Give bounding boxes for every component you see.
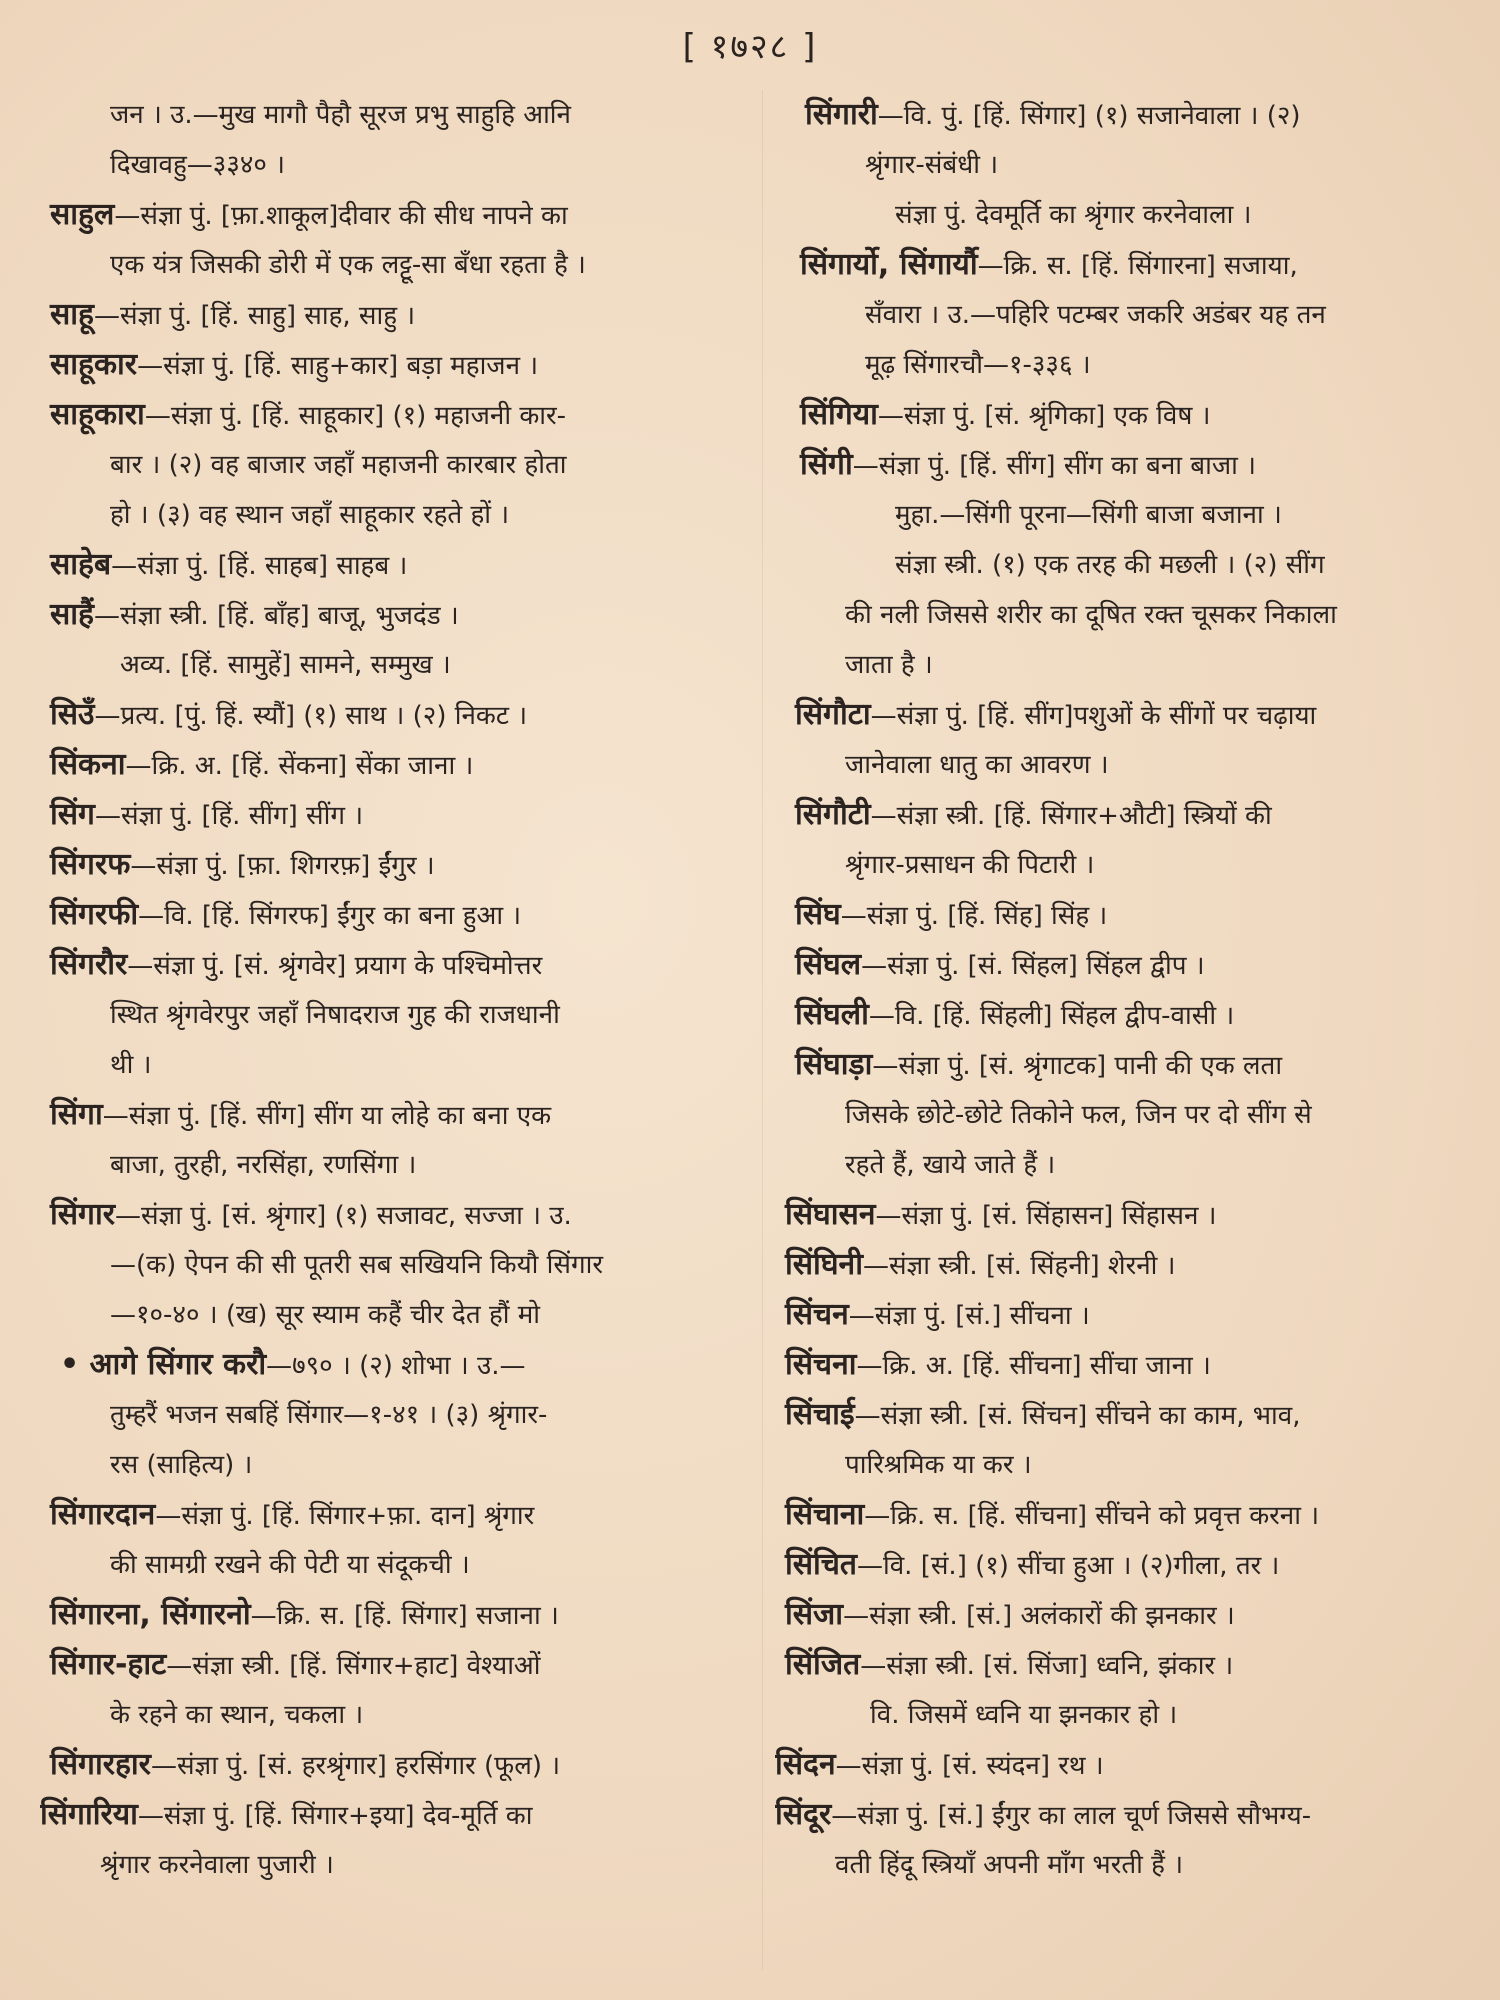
entry-line — [785, 1395, 1300, 1436]
definition-text: —संज्ञा पुं. [हिं. सींग] सींग या लोहे का बना एक — [102, 1101, 552, 1131]
definition-text: —संज्ञा पुं. [हिं. सिंह] सिंह । — [840, 901, 1108, 931]
definition-text: —संज्ञा पुं. [हिं. साहु+कार] बड़ा महाजन । — [137, 351, 539, 381]
definition-text: —संज्ञा स्त्री. [सं.] अलंकारों की झनकार । — [843, 1601, 1235, 1631]
entry-line — [50, 1595, 559, 1636]
entry-line: —१०-४० । (ख) सूर स्याम कहैं चीर देत हौं मो — [110, 1300, 541, 1330]
entry-line: के रहने का स्थान, चकला । — [110, 1700, 364, 1730]
entry-line — [785, 1195, 1217, 1236]
entry-line: तुम्हरैं भजन सबहिं सिंगार—१-४१ । (३) श्रृंगार- — [110, 1400, 548, 1430]
entry-line — [800, 395, 1211, 436]
entry-line — [50, 595, 459, 636]
definition-text: —संज्ञा पुं. [हिं. सींग] सींग । — [94, 801, 364, 831]
definition-text: —क्रि. स. [हिं. सिंगारना] सजाया, — [977, 251, 1298, 281]
entry-line: जन । उ.—मुख मागौ पैहौ सूरज प्रभु साहुहि आनि — [110, 100, 571, 130]
definition-text: —संज्ञा पुं. [हिं. सिंगार+इया] देव-मूर्ति का — [137, 1801, 533, 1831]
entry-line — [785, 1245, 1176, 1286]
headword: साहूकारा — [50, 397, 145, 432]
headword: सिंचित — [785, 1547, 857, 1582]
entry-line: संज्ञा पुं. देवमूर्ति का श्रृंगार करनेवाला । — [895, 200, 1252, 230]
headword: सिंगी — [800, 447, 853, 482]
entry-line: जिसके छोटे-छोटे तिकोने फल, जिन पर दो सींग से — [845, 1100, 1312, 1130]
entry-line: हो । (३) वह स्थान जहाँ साहूकार रहते हों । — [110, 500, 510, 530]
entry-line: पारिश्रमिक या कर । — [845, 1450, 1032, 1480]
headword: साहैं — [50, 597, 94, 632]
entry-line — [50, 695, 527, 736]
entry-line — [785, 1495, 1319, 1536]
definition-text: —संज्ञा पुं. [हिं. साहु] साह, साहु । — [93, 301, 416, 331]
definition-text: —संज्ञा स्त्री. [सं. सिंहनी] शेरनी । — [862, 1251, 1176, 1281]
headword: साहुल — [50, 197, 115, 232]
definition-text: —संज्ञा पुं. [सं.] ईंगुर का लाल चूर्ण जिससे सौभग्य- — [831, 1801, 1312, 1831]
entry-line — [775, 1745, 1104, 1786]
entry-line: श्रृंगार-संबंधी । — [865, 150, 999, 180]
headword: सिंचना — [785, 1347, 857, 1382]
definition-text: —क्रि. स. [हिं. सींचना] सींचने को प्रवृत्त करना । — [864, 1501, 1320, 1531]
entry-line — [50, 1495, 534, 1536]
headword: सिंगिया — [800, 397, 878, 432]
entry-line: बार । (२) वह बाजार जहाँ महाजनी कारबार होता — [110, 450, 567, 480]
entry-line: थी । — [110, 1050, 152, 1080]
entry-line — [795, 895, 1107, 936]
headword: सिंगरफ — [50, 847, 131, 882]
entry-line: की नली जिससे शरीर का दूषित रक्त चूसकर निकाला — [845, 600, 1337, 630]
entry-line — [805, 95, 1301, 136]
headword: सिंघाड़ा — [795, 1047, 873, 1082]
entry-line: की सामग्री रखने की पेटी या संदूकची । — [110, 1550, 470, 1580]
headword: सिंगौटी — [795, 797, 871, 832]
definition-text: —वि. [सं.] (१) सींचा हुआ । (२)गीला, तर । — [856, 1551, 1280, 1581]
entry-line — [50, 395, 566, 436]
entry-line: वि. जिसमें ध्वनि या झनकार हो । — [870, 1700, 1178, 1730]
definition-text: —संज्ञा स्त्री. [सं. सिंजा] ध्वनि, झंकार । — [860, 1651, 1234, 1681]
entry-line: एक यंत्र जिसकी डोरी में एक लट्टू-सा बँधा रहता है । — [110, 250, 586, 280]
headword: सिंकना — [50, 747, 126, 782]
entry-line — [775, 1795, 1311, 1836]
definition-text: —संज्ञा पुं. [सं. हरश्रृंगार] हरसिंगार (फूल) । — [150, 1751, 561, 1781]
headword: सिंजित — [785, 1647, 861, 1682]
definition-text: —संज्ञा पुं. [सं. श्रृंगार] (१) सजावट, सज्जा । उ. — [114, 1201, 572, 1231]
definition-text: —संज्ञा पुं. [फ़ा. शिगरफ़] ईंगुर । — [130, 851, 435, 881]
entry-line: संज्ञा स्त्री. (१) एक तरह की मछली । (२) सींग — [895, 550, 1325, 580]
definition-text: —वि. पुं. [हिं. सिंगार] (१) सजानेवाला । (२) — [877, 101, 1301, 131]
page-number: [ १७२८ ] — [682, 27, 818, 67]
entry-line: सँवारा । उ.—पहिरि पटम्बर जकरि अडंबर यह तन — [865, 300, 1326, 330]
entry-line — [50, 845, 435, 886]
definition-text: —संज्ञा पुं. [सं. श्रृंगवेर] प्रयाग के पश्चिमोत्तर — [127, 951, 543, 981]
headword: सिंघ — [795, 897, 841, 932]
entry-line: रस (साहित्य) । — [110, 1450, 253, 1480]
entry-line — [50, 545, 407, 586]
left-column — [40, 95, 760, 1975]
definition-text: —७९० । (२) शोभा । उ.— — [266, 1351, 526, 1381]
headword: सिंग — [50, 797, 95, 832]
definition-text: —संज्ञा पुं. [सं. सिंहासन] सिंहासन । — [875, 1201, 1217, 1231]
headword: सिंचाई — [785, 1397, 855, 1432]
entry-line: श्रृंगार-प्रसाधन की पिटारी । — [845, 850, 1095, 880]
entry-line: जानेवाला धातु का आवरण । — [845, 750, 1109, 780]
definition-text: —क्रि. अ. [हिं. सेंकना] सेंका जाना । — [125, 751, 474, 781]
headword: सिंचाना — [785, 1497, 865, 1532]
definition-text: —वि. [हिं. सिंहली] सिंहल द्वीप-वासी । — [868, 1001, 1235, 1031]
headword: सिंगारहार — [50, 1747, 151, 1782]
definition-text: —संज्ञा पुं. [सं. स्यंदन] रथ । — [835, 1751, 1104, 1781]
entry-line — [800, 445, 1256, 486]
headword: सिंचन — [785, 1297, 849, 1332]
entry-line: अव्य. [हिं. सामुहें] सामने, सम्मुख । — [120, 650, 451, 680]
definition-text: —संज्ञा पुं. [सं. श्रृंगाटक] पानी की एक लता — [872, 1051, 1283, 1081]
definition-text: —संज्ञा पुं. [हिं. सींग] सींग का बना बाजा । — [852, 451, 1257, 481]
definition-text: —संज्ञा पुं. [हिं. सींग]पशुओं के सींगों पर चढ़ाया — [870, 701, 1317, 731]
headword: सिंगार — [50, 1197, 115, 1232]
entry-line: वती हिंदू स्त्रियाँ अपनी माँग भरती हैं । — [835, 1850, 1184, 1880]
definition-text: —संज्ञा स्त्री. [हिं. सिंगार+औटी] स्त्रियों की — [870, 801, 1272, 831]
entry-line — [785, 1595, 1235, 1636]
entry-line — [795, 995, 1234, 1036]
entry-line: बाजा, तुरही, नरसिंहा, रणसिंगा । — [110, 1150, 417, 1180]
headword: सिंजा — [785, 1597, 844, 1632]
entry-line — [800, 245, 1298, 286]
definition-text: —संज्ञा स्त्री. [हिं. सिंगार+हाट] वेश्याओं — [166, 1651, 541, 1681]
definition-text: —संज्ञा पुं. [हिं. साहूकार] (१) महाजनी कार- — [144, 401, 567, 431]
definition-text: —संज्ञा पुं. [हिं. साहब] साहब । — [111, 551, 408, 581]
entry-line: जाता है । — [845, 650, 933, 680]
entry-line — [50, 1095, 551, 1136]
headword: सिंघासन — [785, 1197, 876, 1232]
headword: सिंगरफी — [50, 897, 139, 932]
headword: सिंगारी — [805, 97, 878, 132]
headword: सिंदूर — [775, 1797, 832, 1832]
entry-line — [50, 345, 538, 386]
headword: सिउँ — [50, 697, 95, 732]
headword: साहेब — [50, 547, 112, 582]
definition-text: —संज्ञा पुं. [हिं. सिंगार+फ़ा. दान] श्रृंगार — [155, 1501, 535, 1531]
entry-line: श्रृंगार करनेवाला पुजारी । — [100, 1850, 334, 1880]
column-gutter — [762, 90, 763, 1970]
definition-text: —क्रि. अ. [हिं. सींचना] सींचा जाना । — [856, 1351, 1211, 1381]
entry-line: दिखावहु—३३४० । — [110, 150, 286, 180]
headword: सिंगार्यो, सिंगार्यौ — [800, 247, 978, 282]
headword: सिंगारिया — [40, 1797, 138, 1832]
definition-text: —वि. [हिं. सिंगरफ] ईंगुर का बना हुआ । — [138, 901, 522, 931]
definition-text: —संज्ञा पुं. [सं.] सींचना । — [848, 1301, 1090, 1331]
headword: सिंगौटा — [795, 697, 871, 732]
entry-line — [50, 945, 542, 986]
entry-line — [795, 695, 1316, 736]
entry-line: स्थित श्रृंगवेरपुर जहाँ निषादराज गुह की राजधानी — [110, 1000, 560, 1030]
definition-text: —संज्ञा स्त्री. [हिं. बाँह] बाजू, भुजदंड । — [93, 601, 459, 631]
entry-line — [50, 1645, 541, 1686]
headword: सिंगरौर — [50, 947, 128, 982]
headword: सिंघिनी — [785, 1247, 863, 1282]
entry-line — [50, 795, 363, 836]
entry-line — [50, 295, 415, 336]
entry-line — [795, 945, 1205, 986]
headword: सिंगारदान — [50, 1497, 156, 1532]
entry-line — [50, 1195, 572, 1236]
entry-line: मुहा.—सिंगी पूरना—सिंगी बाजा बजाना । — [895, 500, 1282, 530]
headword: साहू — [50, 297, 94, 332]
entry-line: —(क) ऐपन की सी पूतरी सब सखियनि कियौ सिंगार — [110, 1250, 603, 1280]
entry-line: रहते हैं, खाये जाते हैं । — [845, 1150, 1056, 1180]
headword: सिंदन — [775, 1747, 836, 1782]
entry-line — [50, 745, 473, 786]
headword: सिंगा — [50, 1097, 103, 1132]
definition-text: —संज्ञा पुं. [सं. श्रृंगिका] एक विष । — [877, 401, 1211, 431]
headword: साहूकार — [50, 347, 138, 382]
definition-text: —क्रि. स. [हिं. सिंगार] सजाना । — [250, 1601, 559, 1631]
entry-line — [40, 1795, 532, 1836]
headword: सिंगारना, सिंगारनो — [50, 1597, 251, 1632]
definition-text: —संज्ञा पुं. [सं. सिंहल] सिंहल द्वीप । — [861, 951, 1205, 981]
headword: • आगे सिंगार करौ — [60, 1347, 267, 1382]
entry-line — [785, 1645, 1233, 1686]
entry-line — [795, 795, 1272, 836]
entry-line — [785, 1295, 1090, 1336]
entry-line — [50, 895, 521, 936]
definition-text: —प्रत्य. [पुं. हिं. स्यौं] (१) साथ । (२) निकट । — [94, 701, 528, 731]
headword: सिंगार-हाट — [50, 1647, 167, 1682]
entry-line — [50, 1745, 560, 1786]
headword: सिंघल — [795, 947, 862, 982]
entry-line — [60, 1345, 525, 1386]
definition-text: —संज्ञा पुं. [फ़ा.शाकूल]दीवार की सीध नापने का — [114, 201, 568, 231]
definition-text: —संज्ञा स्त्री. [सं. सिंचन] सींचने का काम, भाव, — [854, 1401, 1301, 1431]
entry-line — [785, 1345, 1211, 1386]
headword: सिंघली — [795, 997, 869, 1032]
entry-line — [795, 1045, 1282, 1086]
right-column — [775, 95, 1475, 1975]
entry-line: मूढ़ सिंगारचौ—१-३३६ । — [865, 350, 1091, 380]
entry-line — [785, 1545, 1279, 1586]
entry-line — [50, 195, 568, 236]
